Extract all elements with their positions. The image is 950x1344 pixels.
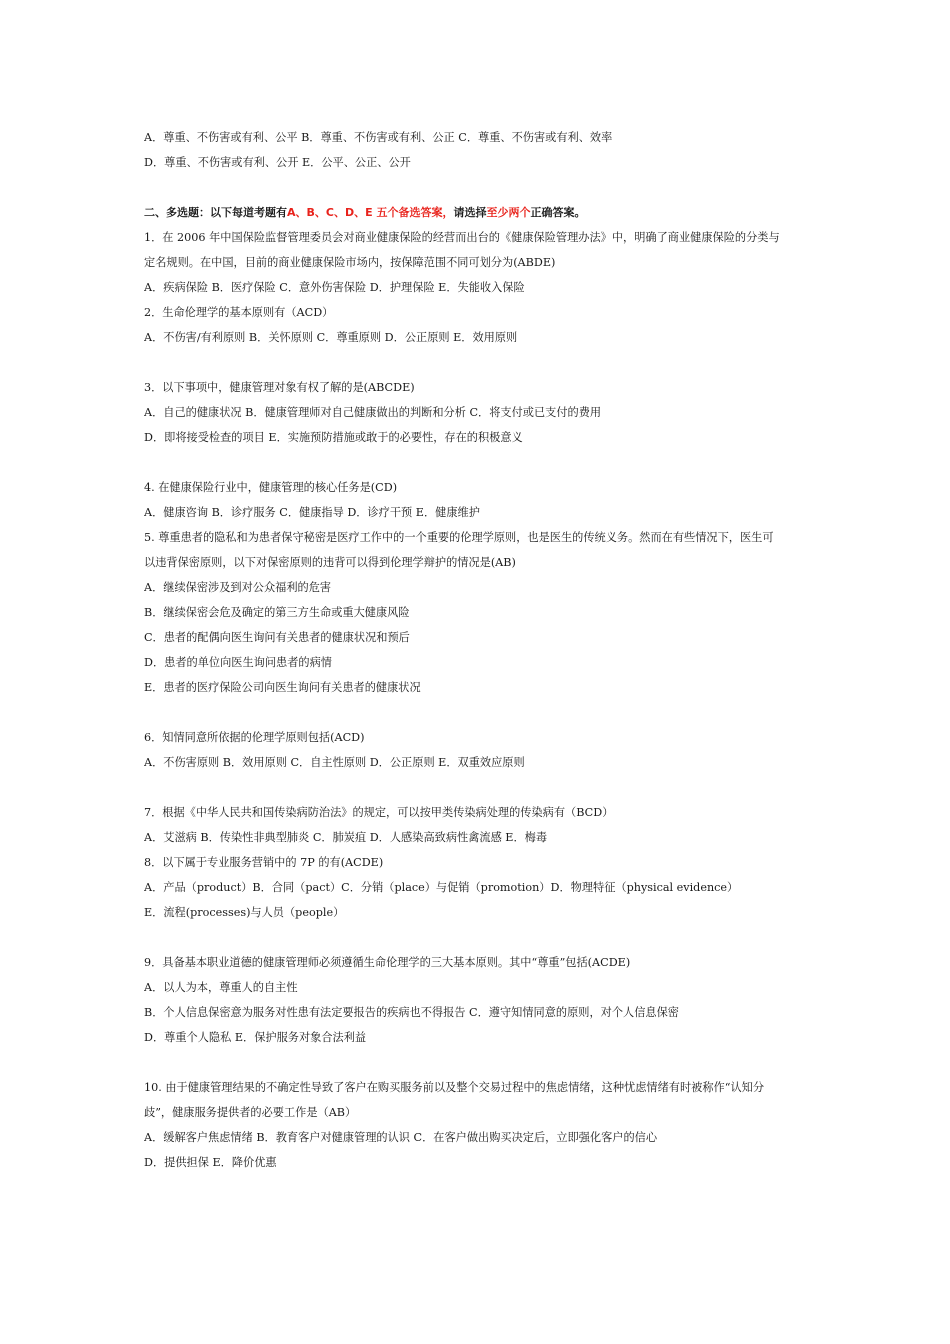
question-2: 2．生命伦理学的基本原则有（ACD） xyxy=(144,306,334,319)
question-9-options: B．个人信息保密意为服务对性患有法定要报告的疾病也不得报告 C．遵守知情同意的原则，对个人信息保密 xyxy=(144,1006,679,1019)
question-5-option: A．继续保密涉及到对公众福利的危害 xyxy=(144,581,332,594)
question-5-option: C．患者的配偶向医生询问有关患者的健康状况和预后 xyxy=(144,631,410,644)
question-1: 1．在 2006 年中国保险监督管理委员会对商业健康保险的经营而出台的《健康保险管理办法》中，明确了商业健康保险的分类与 xyxy=(144,231,780,244)
question-10-options: A．缓解客户焦虑情绪 B．教育客户对健康管理的认识 C．在客户做出购买决定后，立即强化客户的信心 xyxy=(144,1131,658,1144)
question-9-options: D．尊重个人隐私 E．保护服务对象合法利益 xyxy=(144,1031,367,1044)
header-text: 正确答案。 xyxy=(530,206,586,219)
text-line: D．尊重、不伤害或有利、公开 E．公平、公正、公开 xyxy=(144,156,411,169)
blank-line xyxy=(144,450,812,475)
blank-line xyxy=(144,775,812,800)
question-9-option: A．以人为本，尊重人的自主性 xyxy=(144,981,298,994)
question-8-options: A．产品（product）B．合同（pact）C．分销（place）与促销（promotion）D．物理特征（physical evidence） xyxy=(144,881,739,894)
header-text: 请选择 xyxy=(453,206,487,219)
question-1-cont: 定名规则。在中国，目前的商业健康保险市场内，按保障范围不同可划分为(ABDE) xyxy=(144,256,556,269)
header-emphasis: 至少两个 xyxy=(486,206,531,219)
text-line: A．尊重、不伤害或有利、公平 B．尊重、不伤害或有利、公正 C．尊重、不伤害或有利、效率 xyxy=(144,131,613,144)
blank-line xyxy=(144,925,812,950)
question-6-options: A．不伤害原则 B．效用原则 C．自主性原则 D．公正原则 E．双重效应原则 xyxy=(144,756,525,769)
question-8: 8．以下属于专业服务营销中的 7P 的有(ACDE) xyxy=(144,856,384,869)
question-3-options: D．即将接受检查的项目 E．实施预防措施或敢于的必要性，存在的积极意义 xyxy=(144,431,523,444)
question-9: 9．具备基本职业道德的健康管理师必须遵循生命伦理学的三大基本原则。其中“尊重”包括(ACDE) xyxy=(144,956,631,969)
question-10-options: D．提供担保 E．降价优惠 xyxy=(144,1156,277,1169)
question-7: 7．根据《中华人民共和国传染病防治法》的规定，可以按甲类传染病处理的传染病有（BCD） xyxy=(144,806,614,819)
question-10: 10. 由于健康管理结果的不确定性导致了客户在购买服务前以及整个交易过程中的焦虑情绪，这种忧虑情绪有时被称作“认知分 xyxy=(144,1081,765,1094)
question-8-options: E．流程(processes)与人员（people） xyxy=(144,906,345,919)
question-5-option: E．患者的医疗保险公司向医生询问有关患者的健康状况 xyxy=(144,681,421,694)
question-6: 6．知情同意所依据的伦理学原则包括(ACD) xyxy=(144,731,365,744)
document-page xyxy=(144,125,812,1175)
question-3-options: A．自己的健康状况 B．健康管理师对自己健康做出的判断和分析 C．将支付或已支付的费用 xyxy=(144,406,602,419)
blank-line xyxy=(144,350,812,375)
question-4: 4. 在健康保险行业中，健康管理的核心任务是(CD) xyxy=(144,481,398,494)
question-2-options: A．不伤害/有利原则 B．关怀原则 C．尊重原则 D．公正原则 E．效用原则 xyxy=(144,331,518,344)
question-7-options: A．艾滋病 B．传染性非典型肺炎 C．肺炭疽 D．人感染高致病性禽流感 E．梅毒 xyxy=(144,831,548,844)
question-5-option: B．继续保密会危及确定的第三方生命或重大健康风险 xyxy=(144,606,410,619)
blank-line xyxy=(144,175,812,200)
question-5-option: D．患者的单位向医生询问患者的病情 xyxy=(144,656,332,669)
question-3: 3．以下事项中，健康管理对象有权了解的是(ABCDE) xyxy=(144,381,415,394)
header-emphasis: A、B、C、D、E 五个备选答案， xyxy=(287,206,454,219)
question-1-options: A．疾病保险 B．医疗保险 C．意外伤害保险 D．护理保险 E．失能收入保险 xyxy=(144,281,525,294)
header-text: 二、多选题：以下每道考题有 xyxy=(144,206,287,219)
blank-line xyxy=(144,700,812,725)
section-header-multiple-choice xyxy=(144,200,812,225)
question-5: 5. 尊重患者的隐私和为患者保守秘密是医疗工作中的一个重要的伦理学原则，也是医生的传统义务。然而在有些情况下，医生可 xyxy=(144,531,774,544)
question-4-options: A．健康咨询 B．诊疗服务 C．健康指导 D．诊疗干预 E．健康维护 xyxy=(144,506,480,519)
question-10-cont: 歧”，健康服务提供者的必要工作是（AB） xyxy=(144,1106,357,1119)
blank-line xyxy=(144,1050,812,1075)
question-5-cont: 以违背保密原则，以下对保密原则的违背可以得到伦理学辩护的情况是(AB) xyxy=(144,556,516,569)
